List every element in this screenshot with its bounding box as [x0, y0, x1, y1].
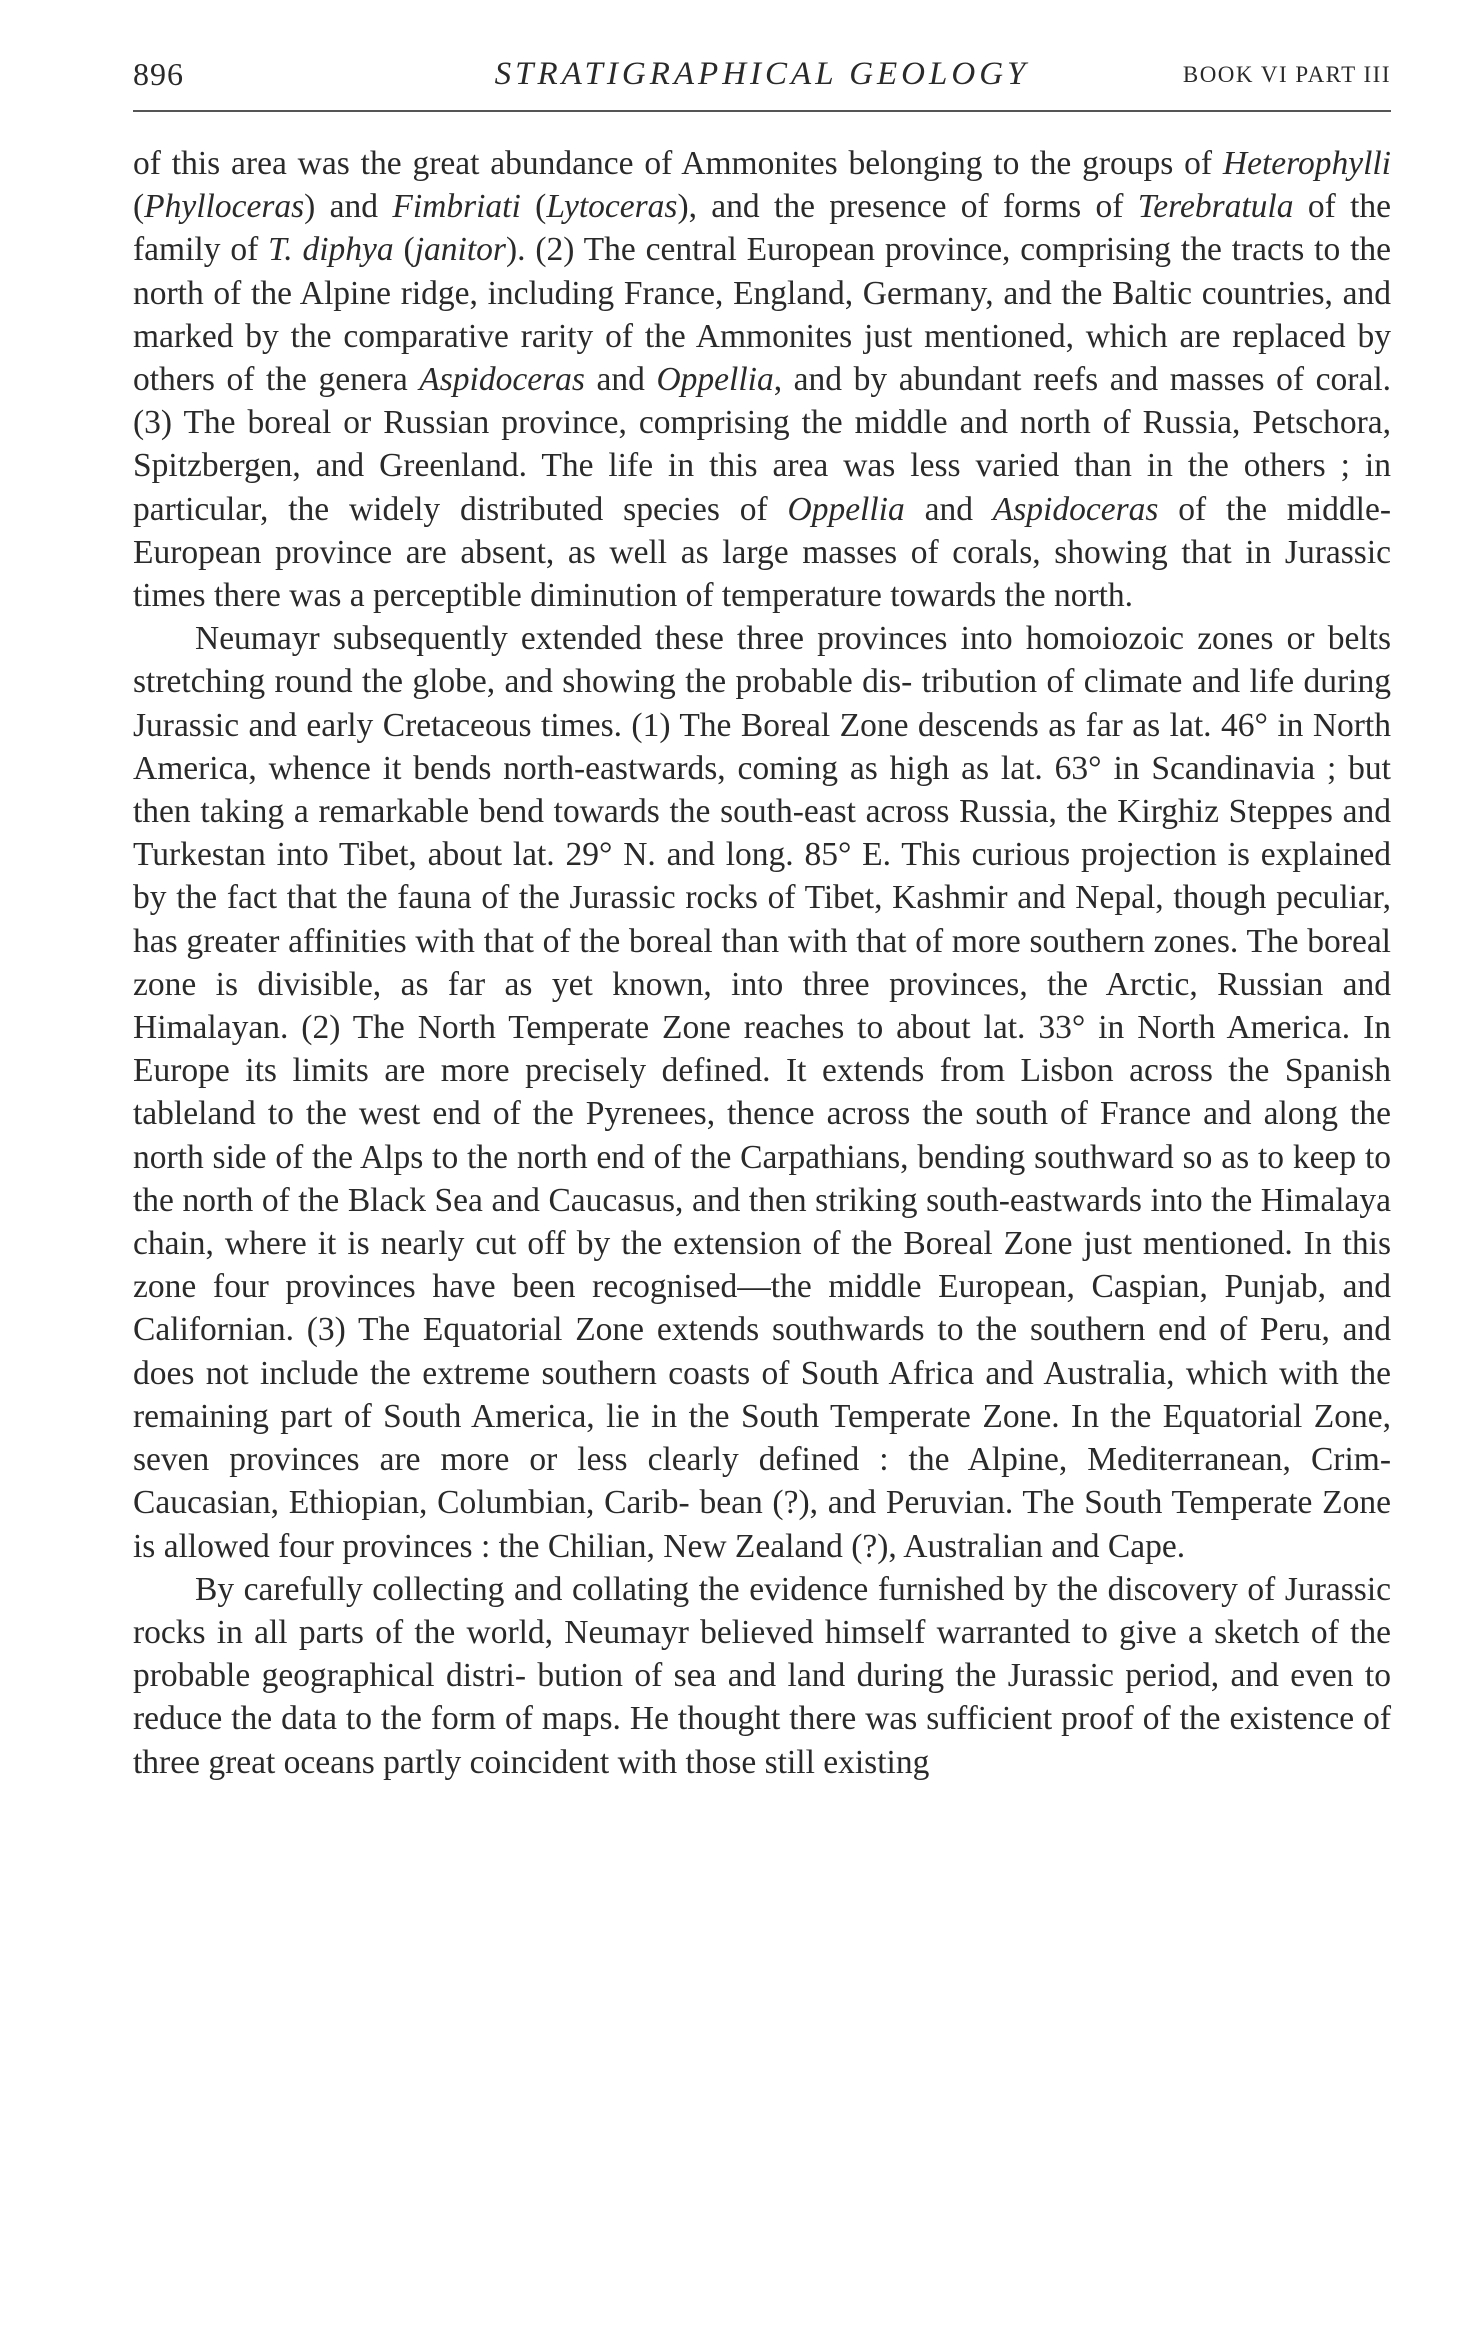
running-title: STRATIGRAPHICAL GEOLOGY [494, 56, 1030, 92]
paragraph-neumayr-maps: By carefully collecting and collating the evidence furnished by the discovery of Jurassic rocks in all parts of the world, Neumayr believed himself warranted to give a sketch of the probable geographical distri- bution of sea and land during the Jurassic period, and even to reduce the data to the form of maps. He thought there was sufficient proof of the existence of three great oceans partly coincident with those still existing [133, 1570, 1391, 1781]
running-head [133, 56, 1391, 100]
header-rule [133, 110, 1391, 112]
page-number: 896 [133, 56, 184, 92]
paragraph-continued: of this area was the great abundance of Ammonites belonging to the groups of Heterophylli (Phylloceras) and Fimbriati (Lytoceras), and the presence of forms of Terebratula of the family of T. diphya (janitor). (2) The central European province, comprising the tracts to the north of the Alpine ridge, including France, England, Germany, and the Baltic countries, and marked by the comparative rarity of the Ammonites just mentioned, which are replaced by others of the genera Aspidoceras and Oppellia, and by abundant reefs and masses of coral. (3) The boreal or Russian province, comprising the middle and north of Russia, Petschora, Spitzbergen, and Greenland. The life in this area was less varied than in the others ; in particular, the widely distributed species of Oppellia and Aspidoceras of the middle-European province are absent, as well as large masses of corals, showing that in Jurassic times there was a perceptible diminution of temperature towards the north. [133, 145, 1392, 615]
paragraph-neumayr-zones: Neumayr subsequently extended these three provinces into homoiozoic zones or belts stretching round the globe, and showing the probable dis- tribution of climate and life during Jurassic and early Cretaceous times. (1) The Boreal Zone descends as far as lat. 46° in North America, whence it bends north-eastwards, coming as high as lat. 63° in Scandinavia ; but then taking a remarkable bend towards the south-east across Russia, the Kirghiz Steppes and Turkestan into Tibet, about lat. 29° N. and long. 85° E. This curious projection is explained by the fact that the fauna of the Jurassic rocks of Tibet, Kashmir and Nepal, though peculiar, has greater affinities with that of the boreal than with that of more southern zones. The boreal zone is divisible, as far as yet known, into three provinces, the Arctic, Russian and Himalayan. (2) The North Temperate Zone reaches to about lat. 33° in North America. In Europe its limits are more precisely defined. It extends from Lisbon across the Spanish tableland to the west end of the Pyrenees, thence across the south of France and along the north side of the Alps to the north end of the Carpathians, bending southward so as to keep to the north of the Black Sea and Caucasus, and then striking south-eastwards into the Himalaya chain, where it is nearly cut off by the extension of the Boreal Zone just mentioned. In this zone four provinces have been recognised—the middle European, Caspian, Punjab, and Californian. (3) The Equatorial Zone extends southwards to the southern end of Peru, and does not include the extreme southern coasts of South Africa and Australia, which with the remaining part of South America, lie in the South Temperate Zone. In the Equatorial Zone, seven provinces are more or less clearly defined : the Alpine, Mediterranean, Crim-Caucasian, Ethiopian, Columbian, Carib- bean (?), and Peruvian. The South Temperate Zone is allowed four provinces : the Chilian, New Zealand (?), Australian and Cape. [133, 620, 1391, 1565]
book-section-label: BOOK VI PART III [1182, 62, 1391, 87]
body-text [133, 142, 1391, 1784]
